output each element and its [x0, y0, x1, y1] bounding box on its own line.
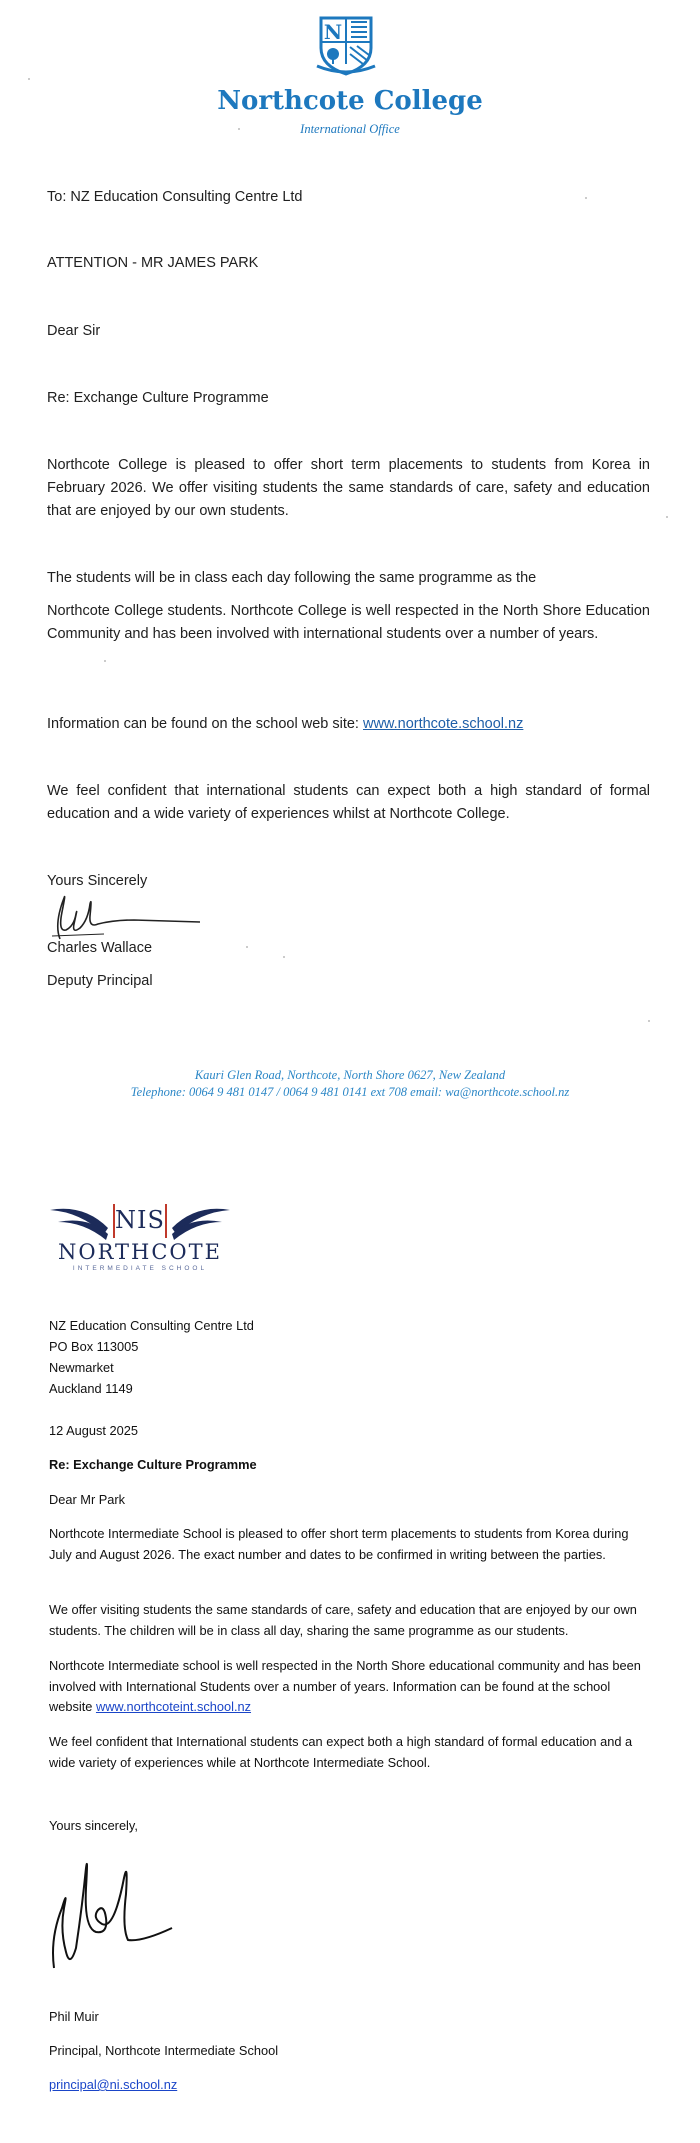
scan-speck	[28, 78, 30, 80]
nis-initials: NIS	[115, 1206, 165, 1234]
address-line-4: Auckland 1149	[49, 1381, 133, 1396]
paragraph-1: Northcote Intermediate School is pleased to offer short term placements to students from Korea during July and August 2026. The exact number and dates to be confirmed in writing between the parties.	[49, 1526, 629, 1562]
scan-speck	[104, 660, 106, 662]
paragraph-2: We offer visiting students the same standards of care, safety and education that are enjoyed by our own students. The children will be in class all day, sharing the same programme as our students.	[49, 1602, 637, 1638]
college-crest-logo	[313, 14, 379, 76]
signature-image	[42, 1848, 182, 1980]
recipient-line: To: NZ Education Consulting Centre Ltd	[47, 189, 303, 205]
scan-speck	[648, 1020, 650, 1022]
signatory-email	[49, 2075, 649, 2096]
website-link[interactable]: www.northcote.school.nz	[362, 716, 524, 732]
salutation: Dear Mr Park	[49, 1492, 126, 1507]
paragraph-3	[49, 1656, 649, 1718]
signatory-title: Deputy Principal	[47, 973, 153, 989]
subject-line: Re: Exchange Culture Programme	[49, 1457, 257, 1472]
address-line-3: Newmarket	[49, 1360, 114, 1375]
nis-subtitle: INTERMEDIATE SCHOOL	[72, 1265, 208, 1272]
nis-name: NORTHCOTE	[58, 1240, 222, 1264]
attention-line: ATTENTION - MR JAMES PARK	[47, 255, 259, 271]
signatory-title: Principal, Northcote Intermediate School	[49, 2043, 279, 2058]
footer-contact: Telephone: 0064 9 481 0147 / 0064 9 481 0141 ext 708 email: wa@northcote.school.nz	[130, 1085, 570, 1099]
info-text: Information can be found on the school web site:	[47, 716, 363, 732]
scan-speck	[246, 946, 248, 948]
letter-date: 12 August 2025	[49, 1423, 138, 1438]
paragraph-1: Northcote College is pleased to offer short term placements to students from Korea in February 2026. We offer visiting students the same standards of care, safety and education that are enjoyed by our own students.	[47, 457, 650, 519]
paragraph-4: We feel confident that International students can expect both a high standard of formal education and a wide variety of experiences while at Northcote Intermediate School.	[49, 1734, 633, 1770]
website-link[interactable]: www.northcoteint.school.nz	[95, 1699, 252, 1714]
signatory-name: Charles Wallace	[47, 940, 153, 956]
address-line-1: NZ Education Consulting Centre Ltd	[49, 1318, 254, 1333]
scan-speck	[238, 128, 240, 130]
closing: Yours sincerely,	[49, 1818, 138, 1833]
college-name: Northcote College	[217, 86, 483, 116]
salutation: Dear Sir	[47, 323, 101, 339]
paragraph-3-text: Northcote Intermediate school is well respected in the North Shore educational community and has been involved with International Students over a number of years. Information can be found at the school website	[49, 1658, 641, 1714]
crest-letter: N	[323, 20, 343, 44]
address-line-2: PO Box 113005	[49, 1339, 139, 1354]
paragraph-2-first-line: The students will be in class each day following the same programme as the	[47, 570, 537, 586]
closing: Yours Sincerely	[47, 873, 148, 889]
footer-address: Kauri Glen Road, Northcote, North Shore 0627, New Zealand	[194, 1068, 506, 1082]
scan-speck	[585, 197, 587, 199]
email-link[interactable]: principal@ni.school.nz	[49, 2077, 178, 2092]
scan-speck	[283, 956, 285, 958]
scan-speck	[666, 516, 668, 518]
college-office: International Office	[300, 122, 400, 136]
info-line	[47, 713, 650, 736]
paragraph-2: Northcote College students. Northcote College is well respected in the North Shore Education Community and has been involved with international students over a number of years.	[47, 603, 650, 642]
signatory-name: Phil Muir	[49, 2009, 99, 2024]
paragraph-4: We feel confident that international students can expect both a high standard of formal education and a wide variety of experiences whilst at Northcote College.	[47, 783, 650, 822]
subject-line: Re: Exchange Culture Programme	[47, 390, 269, 406]
nis-logo	[44, 1190, 236, 1276]
